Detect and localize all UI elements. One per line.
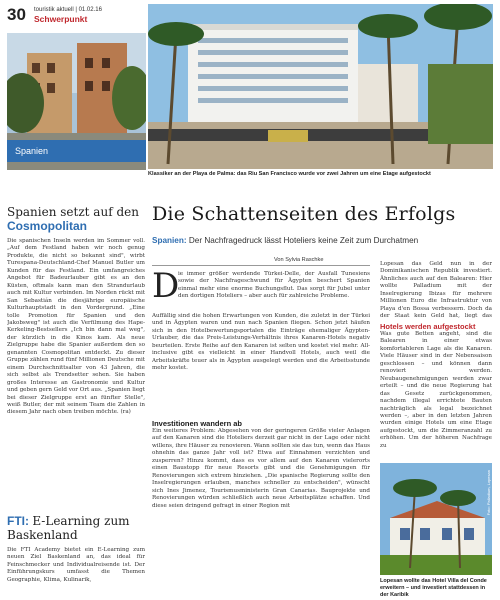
article-intro-paragraph: ie immer größer werdende Türkei-Delle, der Ausfall Tunesiens sowie der Nachfrageschwund für Ägypten beschert Spanien einmal mehr eine enorme Buchungsflut. Das sorgt für Jubel unter den dortigen Hoteliers – aber auch für zahlreiche Probleme. (178, 271, 370, 300)
article-headline: Die Schattenseiten des Erfolgs (152, 203, 456, 225)
dropcap-letter: D (152, 266, 180, 306)
article-paragraph-balearics: Was gute Betten angeht, sind die Balearen in einer etwas komfortableren Lage als die Kanaren. Viele Häuser sind in der Nebensaison geschlossen – und können dann renoviert werden. Neubaugenehmigungen werden zwar erteilt – und die neue Regierung hat das Gesetz zurückgenommen, nachdem illegal errichtete Bauten nachträglich als legal bezeichnet werden –, aber in den letzten Jahren wurden einige Hotels um eine Etage aufgestockt, um die Zimmeranzahl zu erhöhen. Um der höheren Nachfrage zu (380, 331, 492, 449)
standfirst-lead: Spanien: (152, 236, 187, 245)
small-caption-line1: Lopesan wollte das Hotel Villa del Conde erweitern (380, 578, 487, 591)
article-paragraph-lopesan: Lopesan das Geld nun in der Dominikanischen Republik investiert. Ähnliches auch auf den Balearen: Hier wollte Palladium mit der Inselregierung Ibizas für mehrere Millionen Euro die Infrastruktur von Playa d'en Bossa verbessern. Doch da der Staat kein Geld hat, liegt das (380, 261, 492, 319)
sidebar2-title-rest: E-Learning zum Baskenland (7, 514, 130, 542)
subheading-investments: Investitionen wandern ab (152, 419, 243, 428)
article-paragraph-renovation: Ein weiteres Problem: Abgesehen von der geringeren Größe vieler Anlagen auf den Kanaren sind die Hoteliers derzeit gar nicht in der Lage oder nicht willens, ihre Häuser zu renovieren. Wann sollten sie das tun, wenn das Haus ohnehin das ganze Jahr voll ist? Etwa auf Einnahmen verzichten und zusperren? Hinzu kommt, dass es vor allem auf den Kanaren vielerorts einen Baustopp für neue Resorts gibt und die Genehmigungen für Renovierungen sich extrem hinziehen. „Die spanische Regierung sollte den Inselregierungen erlauben, manches schneller zu entscheiden", wünscht sich Ines Jimenez, Tourismusministerin Gran Canarias. Bauprojekte und Renovierungen würden schließlich auch neue Arbeitsplätze schaffen. Und diese seien dringend gefragt in einer Region mit (152, 428, 370, 509)
playa-de-palma-photo (148, 4, 493, 169)
villa-del-conde-photo (380, 463, 492, 575)
page-number: 30 (7, 5, 26, 24)
sidebar-title-highlight: Cosmopolitan (7, 219, 87, 233)
section-label: Schwerpunkt (34, 14, 88, 24)
article-paragraph-expectations: Auffällig sind die hohen Erwartungen von Kunden, die zuletzt in der Türkei und in Ägypten waren und nun nach Spanien fliegen. Schon jetzt häufen sich in den Hotelbewertungsportalen die Einträge ehemaliger Ägypten-Urlauber, die das Preis-Leistungs-Verhältnis ihres Kanaren-Hotels negativ beurteilen. Erste Reihe auf den Kanaren ist selten und kostet viel mehr. All-inclusive gibt es vielleicht in einer Handvoll Hotels, auch weil die Arbeitskräfte teuer als in Ägypten ausgelegt werden und die Arbeitsstunde mehr kostet. (152, 313, 370, 372)
villa-palm-illustration (380, 463, 492, 575)
sidebar-title-prefix: Spanien setzt auf den (7, 205, 139, 219)
hotel-beach-illustration (148, 4, 493, 169)
small-photo-caption (380, 578, 492, 599)
sidebar-cosmopolitan-body: Die spanischen Inseln werden im Sommer voll. „Auf dem Festland haben wir noch genug Produkte, die nicht so bekannt sind", wirbt Turespana-Deutschland-Chef Manuel Butler um Kunden für das Festland. Ein umfangreiches Angebot für Badeurlauber gibt es an den Küsten, oftmals kann man den Strandurlaub auch mit Kultur verbinden. Im Norden rückt mit San Sebastián die diesjährige europäische Kulturhauptstadt in den Vordergrund. „Eine tolle Promotion für Spanien und den Jakobsweg" ist auch die Verfilmung des Hape-Kerkeling-Bestsellers „Ich bin dann mal weg", der kürzlich in die Kinos kam. Als neue Zielgruppe habe die Spanier außerdem den so genannten Cosmopolitan entdeckt. Zu dieser Gruppe zählen rund fünf Millionen Deutsche mit einem Durchschnittsalter von 43 Jahren, die sich selbst als Trendsetter sehen. Sie haben großes Interesse an Gastronomie und Kultur und geben gern Geld vor Ort aus. „Spanien liegt bei dieser Zielgruppe erst an fünfter Stelle", weiß Butler, der mit seinem Team die Zahlen in diesem Jahr nach oben treiben möchte. (ra) (7, 238, 145, 416)
sidebar-elearning-title (7, 514, 145, 542)
subheading-hotels-raised: Hotels werden aufgestockt (380, 322, 476, 331)
standfirst-text: Der Nachfragedruck lässt Hoteliers keine Zeit zum Durchatmen (186, 236, 419, 245)
sidebar2-title-prefix: FTI: (7, 514, 33, 528)
main-photo-caption: Klassiker an der Playa de Palma: das Riu San Francisco wurde vor zwei Jahren um eine Etage aufgestockt (148, 171, 431, 177)
photo-credit: Foto: Palladium, Lopesan (486, 470, 491, 516)
spain-tag: Spanien (7, 140, 146, 162)
small-caption-line2: – und investiert stattdessen in der Karibik (380, 585, 486, 598)
article-byline: Von Sylvia Raschke (274, 257, 324, 263)
magazine-issue-line: touristik aktuell | 01.02.16 (34, 7, 102, 13)
article-standfirst (152, 236, 492, 245)
sidebar-cosmopolitan-title (7, 205, 145, 233)
byline-divider (152, 265, 370, 266)
sidebar-elearning-body: Die FTI Academy bietet ein E-Learning zum neuen Ziel Baskenland an, das ideal für Feinschmecker und Individualreisende ist. Der Einführungskurs umfasst die Themen Geographie, Klima, Kulinarik, (7, 547, 145, 583)
